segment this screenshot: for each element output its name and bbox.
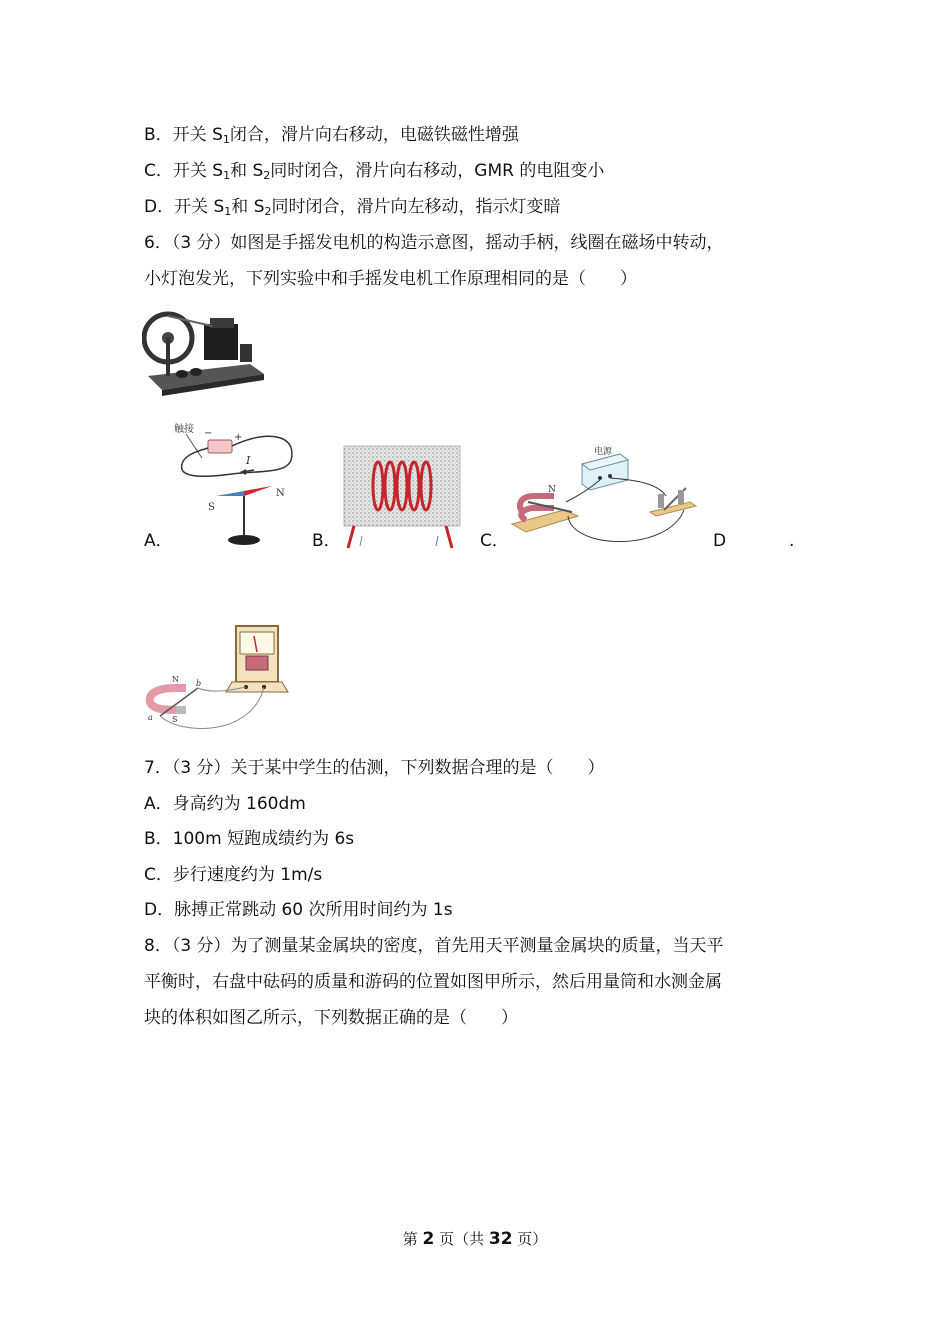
switch-board [650, 502, 696, 516]
svg-text:a: a [148, 713, 153, 722]
q7-option-d: D．脉搏正常跳动 60 次所用时间约为 1s [144, 900, 453, 920]
option-c-figure [508, 440, 698, 552]
option-a-label: A． [144, 531, 173, 551]
q7-option-b: B．100m 短跑成绩约为 6s [144, 829, 355, 849]
svg-text:电源: 电源 [594, 447, 613, 457]
iron-filings-board [344, 446, 460, 526]
option-d-period: . [789, 531, 795, 551]
svg-text:N: N [172, 675, 179, 684]
hand-crank-generator-figure [142, 304, 268, 396]
svg-text:I: I [246, 454, 251, 467]
svg-text:S: S [208, 502, 215, 513]
q6-stem-line1: 6．（3 分）如图是手摇发电机的构造示意图，摇动手柄，线圈在磁场中转动， [144, 233, 724, 253]
page-footer: 第 2 页（共 32 页） [402, 1229, 548, 1249]
q5-option-d: D．开关 $S_1$和 $S_2$同时闭合，滑片向左移动，指示灯变暗 [144, 197, 561, 218]
q7-option-a: A．身高约为 160dm [144, 794, 306, 814]
svg-text:b: b [196, 679, 202, 688]
q5-option-c: C．开关 $S_1$和 $S_2$同时闭合，滑片向右移动，GMR 的电阻变小 [144, 161, 605, 182]
option-b-figure [340, 444, 464, 550]
page-number: 2 [422, 1229, 435, 1249]
svg-text:+: + [234, 432, 243, 443]
q8-stem-line1: 8．（3 分）为了测量某金属块的密度，首先用天平测量金属块的质量，当天平 [144, 936, 724, 956]
svg-text:触接: 触接 [174, 424, 194, 435]
q7-stem: 7．（3 分）关于某中学生的估测，下列数据合理的是（ ） [144, 758, 605, 778]
option-c-label: C． [480, 531, 509, 551]
option-b-label: B． [312, 531, 341, 551]
option-d-label: D [713, 531, 727, 551]
svg-text:N: N [276, 488, 285, 499]
magnet-block [204, 324, 238, 360]
svg-text:N: N [548, 485, 556, 495]
option-a-figure [172, 418, 298, 550]
compass-stand [228, 535, 260, 545]
q7-option-c: C．步行速度约为 1m/s [144, 865, 323, 885]
q6-stem-line2: 小灯泡发光，下列实验中和手摇发电机工作原理相同的是（ ） [144, 269, 637, 289]
option-d-figure [142, 624, 290, 738]
q8-stem-line3: 块的体积如图乙所示，下列数据正确的是（ ） [144, 1008, 518, 1028]
battery-icon [208, 440, 232, 453]
q8-stem-line2: 平衡时，右盘中砝码的质量和游码的位置如图甲所示，然后用量筒和水测金属 [144, 972, 722, 992]
page-total: 32 [488, 1229, 513, 1249]
svg-text:S: S [172, 715, 178, 724]
svg-text:−: − [204, 428, 213, 439]
q5-option-b: B．开关 $S_1$闭合，滑片向右移动，电磁铁磁性增强 [144, 125, 519, 146]
